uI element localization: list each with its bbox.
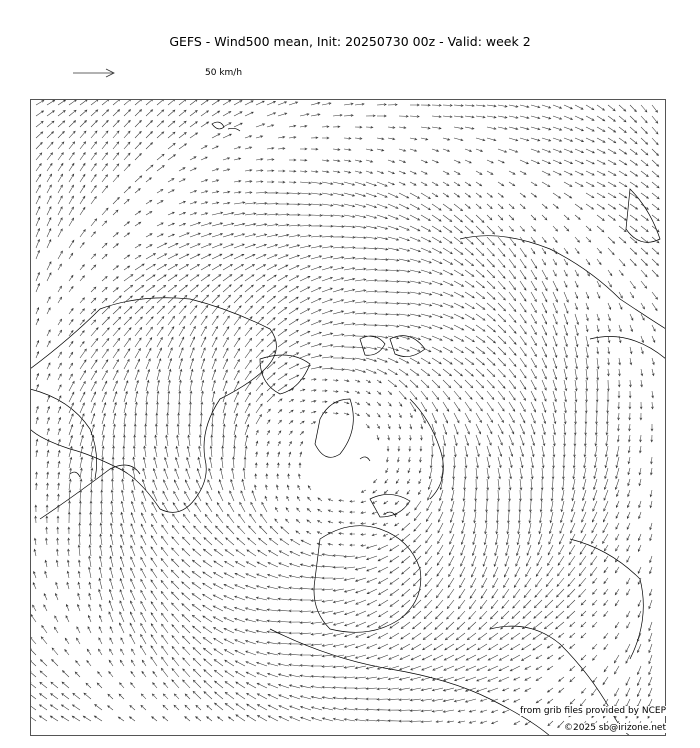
map-title: GEFS - Wind500 mean, Init: 20250730 00z - Valid: week 2 — [169, 34, 531, 49]
copyright-credit: ©2025 sb@irizone.net — [564, 723, 666, 733]
data-source-credit: from grib files provided by NCEP — [520, 706, 666, 716]
reference-arrow-label: 50 km/h — [205, 68, 243, 78]
wind-vector-map — [30, 99, 666, 736]
reference-arrow-icon — [72, 66, 122, 80]
